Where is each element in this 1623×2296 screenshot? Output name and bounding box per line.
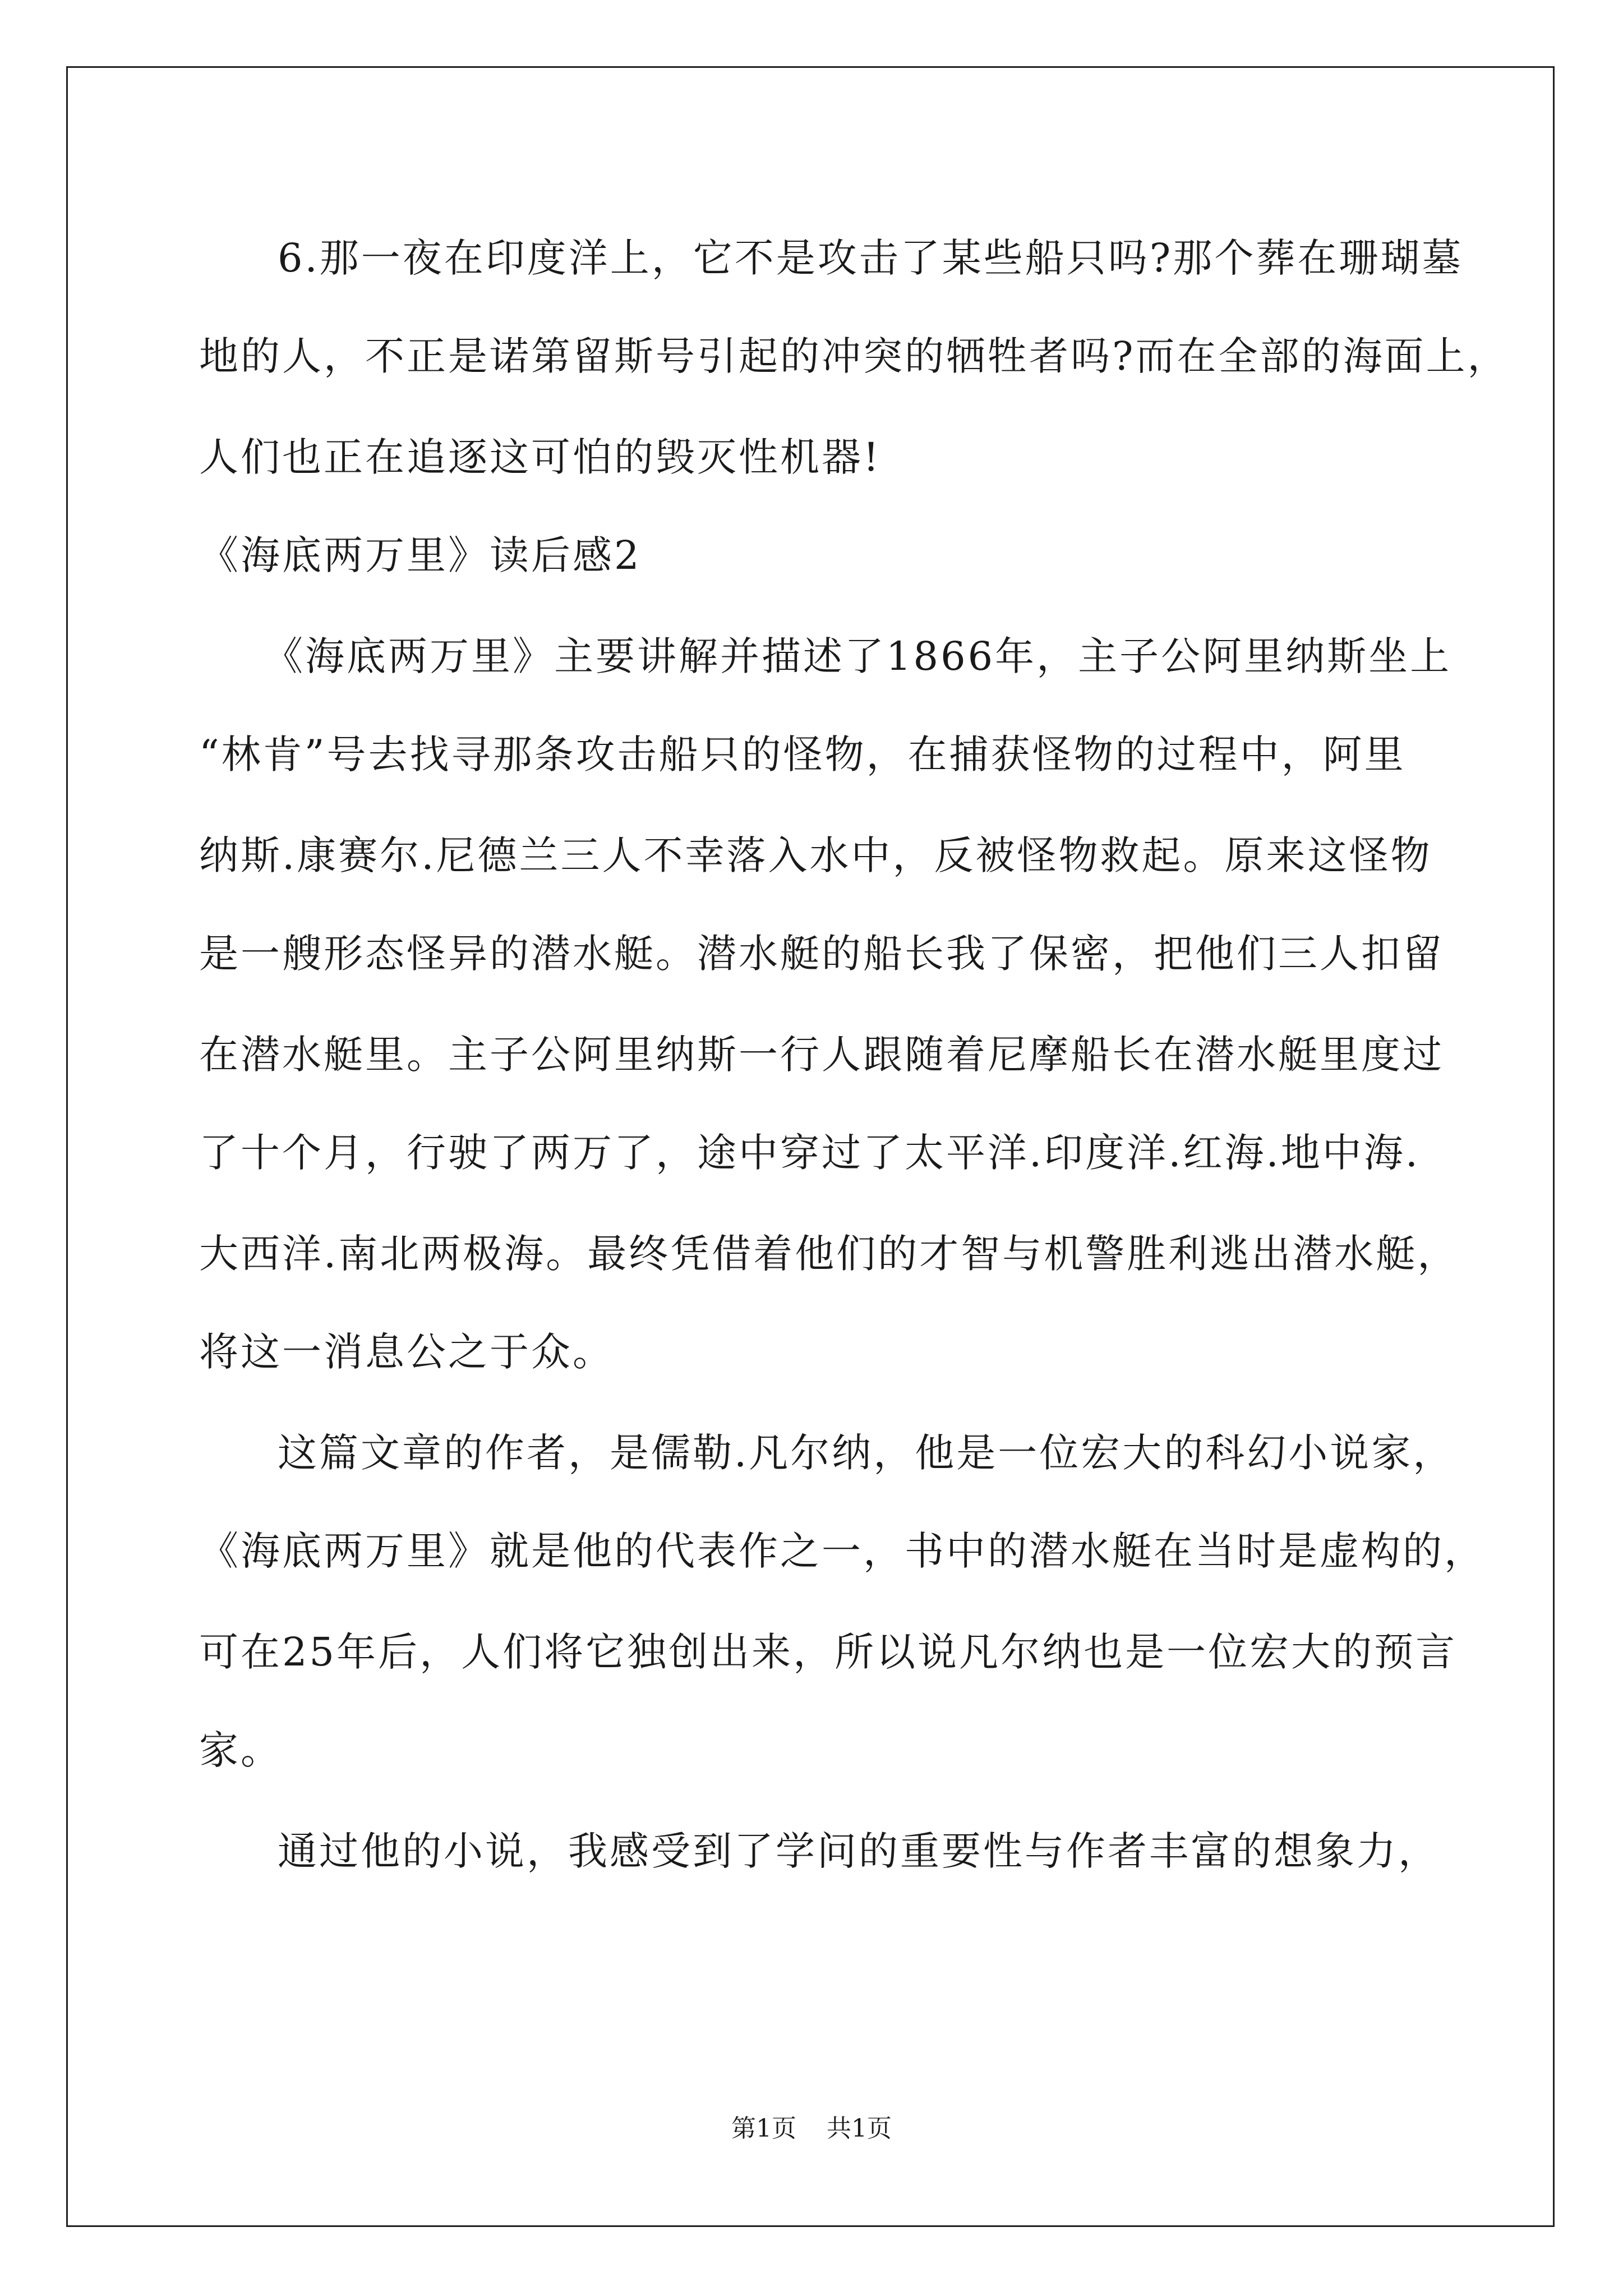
text-line: 纳斯.康赛尔.尼德兰三人不幸落入水中，反被怪物救起。原来这怪物 [199,832,1432,878]
section-heading: 《海底两万里》读后感2 [199,532,642,578]
text-line: 将这一消息公之于众。 [199,1329,614,1375]
text-line: 了十个月，行驶了两万了，途中穿过了太平洋.印度洋.红海.地中海. [199,1130,1421,1176]
text-line: “林肯”号去找寻那条攻击船只的怪物，在捕获怪物的过程中，阿里 [199,731,1406,777]
text-line: 大西洋.南北两极海。最终凭借着他们的才智与机警胜利逃出潜水艇， [199,1231,1459,1277]
text-line: 通过他的小说，我感受到了学问的重要性与作者丰富的想象力， [278,1828,1440,1874]
text-line: 地的人，不正是诺第留斯号引起的冲突的牺牲者吗?而在全部的海面上， [199,333,1509,379]
text-line: 6.那一夜在印度洋上，它不是攻击了某些船只吗?那个葬在珊瑚墓 [278,235,1464,281]
text-line: 《海底两万里》就是他的代表作之一，书中的潜水艇在当时是虚构的， [199,1528,1486,1574]
text-line: 家。 [199,1727,282,1773]
text-line: 人们也正在追逐这可怕的毁灭性机器! [199,434,882,480]
page-footer [0,2112,1623,2146]
page-number: 第1页 [731,2114,796,2143]
text-line: 在潜水艇里。主子公阿里纳斯一行人跟随着尼摩船长在潜水艇里度过 [199,1032,1444,1078]
text-line: 是一艘形态怪异的潜水艇。潜水艇的船长我了保密，把他们三人扣留 [199,931,1444,977]
text-line: 这篇文章的作者，是儒勒.凡尔纳，他是一位宏大的科幻小说家， [278,1430,1455,1476]
text-line: 可在25年后，人们将它独创出来，所以说凡尔纳也是一位宏大的预言 [199,1629,1458,1675]
text-line: 《海底两万里》主要讲解并描述了1866年，主子公阿里纳斯坐上 [264,633,1452,679]
page-total: 共1页 [827,2114,892,2143]
